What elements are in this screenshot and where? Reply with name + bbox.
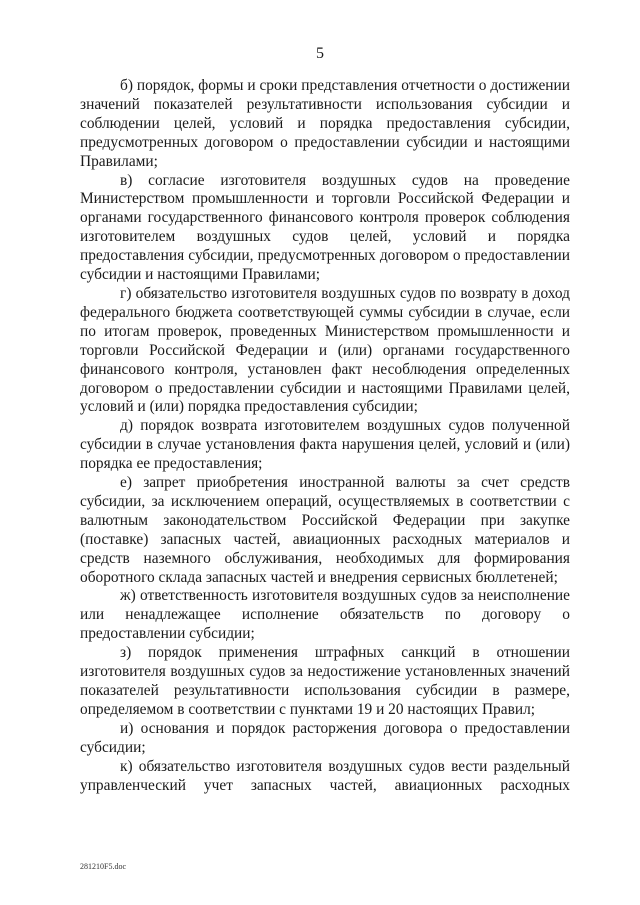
paragraph-g: г) обязательство изготовителя воздушных судов по возврату в доход федерального бюджета соответствующей суммы субсидии в случае, если по итогам проверок, проведенных Министерством промышленности и торговли Российской Федерации и (или) органами государственного финансового контроля, установлен факт несоблюдения определенных договором о предоставлении субсидии и настоящими Правилами целей, условий и (или) порядка предоставления субсидии; [80,284,570,416]
paragraph-zh: ж) ответственность изготовителя воздушных судов за неисполнение или ненадлежащее исполнение обязательств по договору о предоставлении субсидии; [80,587,570,643]
page-number: 5 [316,45,324,62]
paragraph-b: б) порядок, формы и сроки представления отчетности о достижении значений показателей результативности использования субсидии и соблюдении целей, условий и порядка предоставления субсидии, предусмотренных договором о предоставлении субсидии и настоящими Правилами; [80,77,570,170]
paragraph-i: и) основания и порядок расторжения договора о предоставлении субсидии; [80,719,570,756]
document-body [80,77,570,795]
paragraph-z: з) порядок применения штрафных санкций в отношении изготовителя воздушных судов за недостижение установленных значений показателей результативности использования субсидии в размере, определяемом в соответствии с пунктами 19 и 20 настоящих Правил; [80,644,570,718]
paragraph-d: д) порядок возврата изготовителем воздушных судов полученной субсидии в случае установления факта нарушения целей, условий и (или) порядка ее предоставления; [80,417,570,473]
paragraph-k: к) обязательство изготовителя воздушных судов вести раздельный управленческий учет запасных частей, авиационных расходных [80,757,570,794]
paragraph-e: е) запрет приобретения иностранной валюты за счет средств субсидии, за исключением операций, осуществляемых в соответствии с валютным законодательством Российской Федерации при закупке (поставке) запасных частей, авиационных расходных материалов и средств наземного обслуживания, необходимых для формирования оборотного склада запасных частей и внедрения сервисных бюллетеней; [80,474,570,586]
paragraph-v: в) согласие изготовителя воздушных судов на проведение Министерством промышленности и торговли Российской Федерации и органами государственного финансового контроля проверок соблюдения изготовителем воздушных судов целей, условий и порядка предоставления субсидии, предусмотренных договором о предоставлении субсидии и настоящими Правилами; [80,171,570,284]
footer-filename: 281210F5.doc [80,862,126,871]
